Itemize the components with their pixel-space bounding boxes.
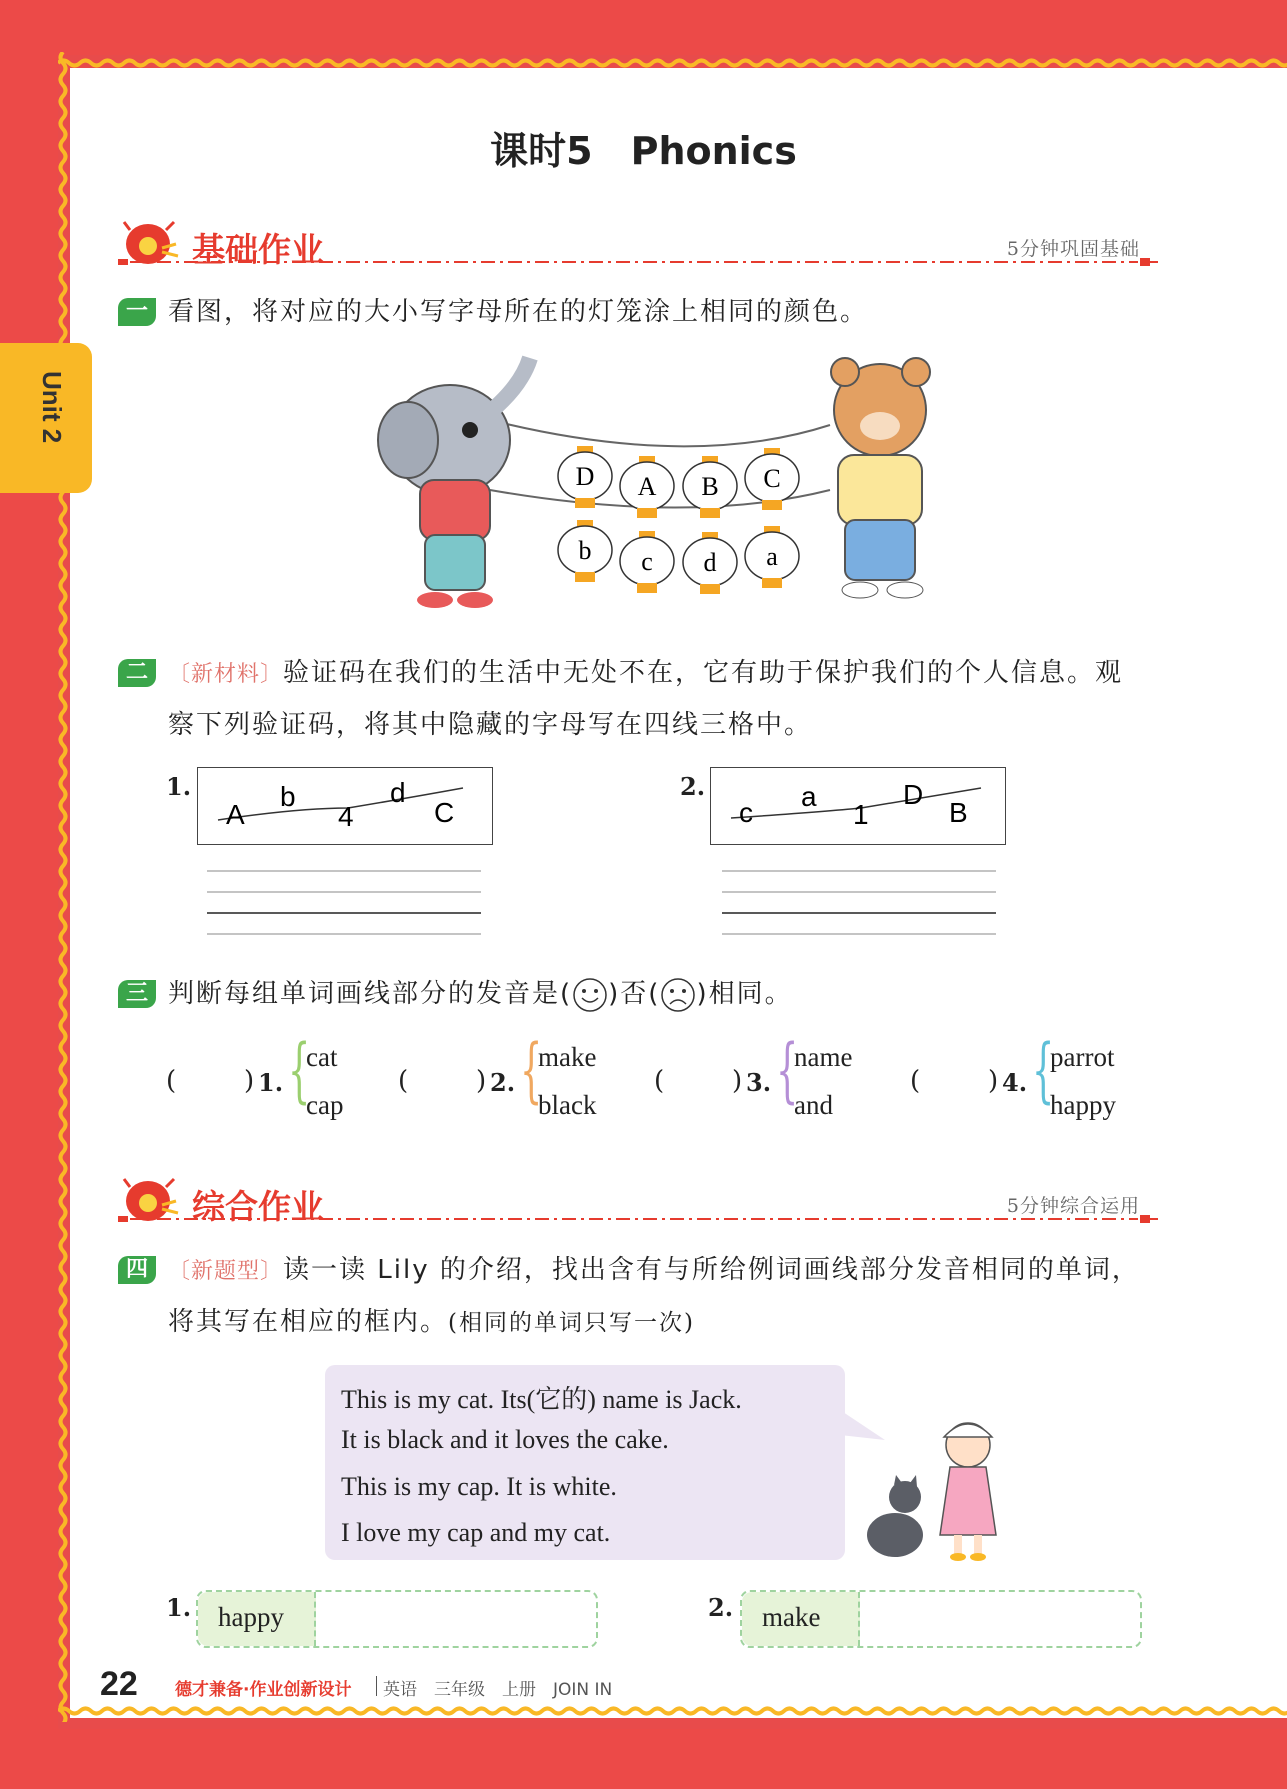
section-header-basic [118, 218, 1158, 269]
answer-paren-open[interactable]: ( [910, 1066, 921, 1096]
question-number-3: 三 [118, 980, 156, 1008]
answer-paren-close: ) [244, 1066, 255, 1096]
group-word-1: cat [306, 1042, 338, 1072]
writing-lines-2[interactable] [722, 870, 996, 936]
captcha-2-image [711, 768, 1005, 844]
lantern [745, 448, 799, 510]
answer-2-example [742, 1592, 860, 1646]
group-brace: { [776, 1029, 799, 1111]
answer-1-label: 1. [166, 1593, 192, 1622]
speech-line: This is my cap. It is white. [341, 1472, 617, 1501]
smiley-face-icon [572, 977, 608, 1013]
question-3-text [168, 968, 793, 1020]
answer-paren-close: ) [476, 1066, 487, 1096]
lantern [558, 520, 612, 582]
captcha-2-box [710, 767, 1006, 845]
section-divider [118, 1215, 1158, 1223]
answer-1-example-word: happy [218, 1602, 284, 1632]
answer-paren-open[interactable]: ( [166, 1066, 177, 1096]
question-4-note: (相同的单词只写一次) [448, 1310, 695, 1336]
frame-left [0, 0, 58, 1789]
speech-line: It is black and it loves the cake. [341, 1425, 669, 1454]
lantern-letter: d [703, 548, 717, 577]
captcha-2-char: D [903, 779, 924, 810]
captcha-1-char: d [390, 777, 406, 808]
section-note-comprehensive: 5分钟综合运用 [1006, 1195, 1140, 1217]
section-title-basic: 基础作业 [192, 230, 324, 269]
answer-2-label: 2. [708, 1593, 734, 1622]
question-3-text-b: )否( [608, 979, 661, 1009]
question-4-text-line1: 读一读 Lily 的介绍，找出含有与所给例词画线部分发音相同的单词， [283, 1255, 1140, 1285]
question-1-text: 看图，将对应的大小写字母所在的灯笼涂上相同的颜色。 [168, 297, 869, 327]
girl-icon [940, 1423, 996, 1561]
captcha-1-char: 4 [338, 801, 354, 832]
group-word-2: and [794, 1090, 833, 1120]
wavy-border-left [52, 52, 74, 1722]
section-header-comprehensive [118, 1175, 1158, 1226]
lantern-letter: A [637, 472, 657, 501]
question-3-text-a: 判断每组单词画线部分的发音是( [168, 979, 573, 1009]
lantern-letter: D [575, 462, 595, 491]
answer-paren-open[interactable]: ( [654, 1066, 665, 1096]
question-2-text [168, 647, 1123, 701]
footer-book-info: 英语 三年级 上册 JOIN IN [383, 1680, 613, 1700]
answer-2-example-word: make [762, 1602, 821, 1632]
girl-with-cat-illustration [850, 1405, 1010, 1565]
speech-bubble [325, 1365, 845, 1560]
group-word-1: parrot [1050, 1042, 1115, 1072]
captcha-2-char: 1 [853, 799, 869, 830]
group-word-2: happy [1050, 1090, 1116, 1120]
wavy-border-top [58, 52, 1287, 74]
group-number: 1. [258, 1068, 284, 1097]
section-title-comprehensive: 综合作业 [192, 1187, 324, 1226]
lantern [683, 532, 737, 594]
writing-lines-1[interactable] [207, 870, 481, 936]
captcha-2-char: c [739, 797, 753, 828]
lantern-letter: b [578, 536, 592, 565]
answer-1-example [198, 1592, 316, 1646]
question-4-text-line2-main: 将其写在相应的框内。 [168, 1307, 449, 1337]
group-word-1: make [538, 1042, 597, 1072]
answer-box-1[interactable] [196, 1590, 598, 1648]
bear-icon [831, 358, 930, 598]
question-number-1: 一 [118, 298, 156, 326]
answer-paren-open[interactable]: ( [398, 1066, 409, 1096]
group-number: 2. [490, 1068, 516, 1097]
question-2-tag: 〔新材料〕 [168, 662, 284, 687]
lantern [683, 456, 737, 518]
captcha-1-char: A [226, 799, 245, 830]
speech-line: This is my cat. Its(它的) name is Jack. [341, 1385, 742, 1414]
question-2-text-line2: 察下列验证码，将其中隐藏的字母写在四线三格中。 [168, 710, 813, 740]
captcha-2-char: B [949, 797, 968, 828]
answer-box-2[interactable] [740, 1590, 1142, 1648]
captcha-1-char: b [280, 781, 296, 812]
cat-icon [867, 1475, 923, 1557]
question-number-2: 二 [118, 659, 156, 687]
page-title: 课时5 Phonics [490, 129, 797, 173]
lantern-letter: B [701, 472, 719, 501]
lantern-letter: C [763, 464, 781, 493]
group-number: 3. [746, 1068, 772, 1097]
lantern [620, 531, 674, 593]
wavy-border-bottom [58, 1700, 1287, 1722]
lantern-letter: c [641, 547, 653, 576]
captcha-1-label: 1. [166, 772, 192, 801]
sad-face-icon [660, 977, 696, 1013]
section-note-basic: 5分钟巩固基础 [1006, 238, 1140, 260]
elephant-icon [378, 358, 530, 608]
question-number-4: 四 [118, 1256, 156, 1284]
captcha-1-box [197, 767, 493, 845]
group-word-2: black [538, 1090, 597, 1120]
frame-bottom [0, 1729, 1287, 1789]
footer-brand: 德才兼备·作业创新设计 [175, 1680, 352, 1700]
group-word-2: cap [306, 1090, 344, 1120]
frame-top [0, 0, 1287, 55]
section-divider [118, 258, 1158, 266]
lantern-illustration [360, 350, 960, 620]
answer-paren-close: ) [732, 1066, 743, 1096]
page-number: 22 [100, 1665, 138, 1703]
question-4-tag: 〔新题型〕 [168, 1259, 284, 1284]
answer-paren-close: ) [988, 1066, 999, 1096]
question-4-text [168, 1244, 1140, 1298]
captcha-2-char: a [801, 781, 817, 812]
unit-tab [0, 343, 92, 493]
lantern [620, 456, 674, 518]
group-brace: { [1032, 1029, 1055, 1111]
unit-tab-label: Unit 2 [37, 371, 67, 444]
group-word-1: name [794, 1042, 853, 1072]
footer-separator [376, 1676, 377, 1696]
question-3-text-c: )相同。 [696, 979, 793, 1009]
captcha-1-char: C [434, 797, 455, 828]
group-brace: { [520, 1029, 543, 1111]
captcha-1-image [198, 768, 492, 844]
question-4-text-line2 [168, 1296, 695, 1349]
lantern-letter: a [766, 542, 778, 571]
captcha-2-label: 2. [680, 772, 706, 801]
lantern [558, 446, 612, 508]
group-brace: { [288, 1029, 311, 1111]
speech-line: I love my cap and my cat. [341, 1518, 611, 1547]
group-number: 4. [1002, 1068, 1028, 1097]
question-2-text-line1: 验证码在我们的生活中无处不在，它有助于保护我们的个人信息。观 [283, 658, 1124, 688]
lantern [745, 526, 799, 588]
